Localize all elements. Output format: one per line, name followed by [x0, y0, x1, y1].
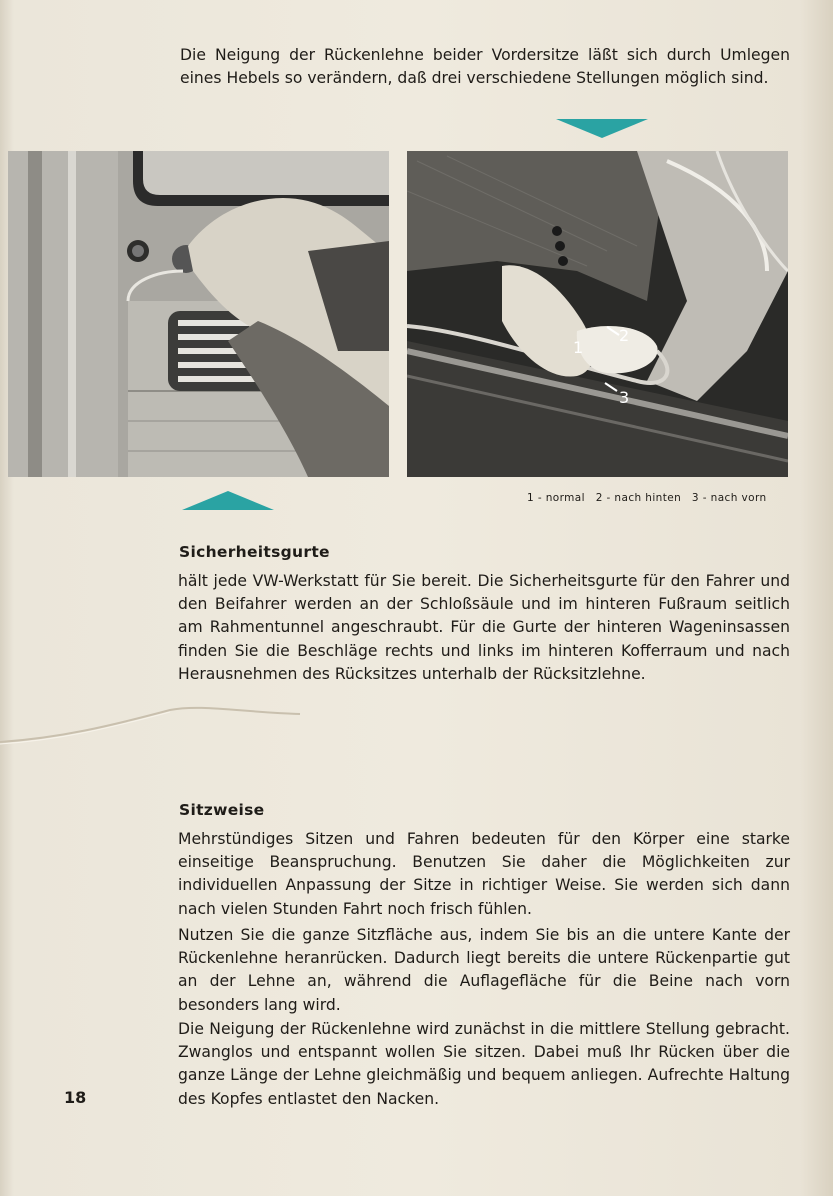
- caption-item-forward: 3 - nach vorn: [691, 492, 767, 504]
- teal-arrow-up-icon: [182, 491, 274, 510]
- page-number: 18: [64, 1088, 87, 1107]
- paragraph-seating-3: Die Neigung der Rückenlehne wird zunächst in die mittlere Stellung gebracht. Zwanglos und entspannt wollen Sie sitzen. Dabei muß Ihr Rücken über die ganze Länge der Lehne gleichmäßig und bequem anliegen. Aufrechte Haltung des Kopfes entlastet den Nacken.: [178, 1020, 790, 1108]
- caption-item-back: 2 - nach hinten: [595, 492, 682, 504]
- teal-arrow-down-icon: [556, 119, 648, 138]
- paragraph-seating-2: Nutzen Sie die ganze Sitzfläche aus, indem Sie bis an die untere Kante der Rückenlehne heranrücken. Dadurch liegt bereits die untere Rückenpartie gut an der Lehne an, während die Auflagefläche für die Beine nach vorn besonders lang wird.: [178, 926, 790, 1014]
- marker-2: 2: [619, 326, 630, 345]
- intro-text: Die Neigung der Rückenlehne beider Vordersitze läßt sich durch Umlegen eines Hebels so verändern, daß drei verschiedene Stellungen möglich sind.: [180, 46, 790, 87]
- paper-crease: [0, 690, 833, 770]
- paragraph-seating-1: Mehrstündiges Sitzen und Fahren bedeuten für den Körper eine starke einseitige Beanspruchung. Benutzen Sie daher die Möglichkeiten zur individuellen Anpassung der Sitze in richtiger Weise. Sie werden sich dann nach vielen Stunden Fahrt noch frisch fühlen.: [178, 830, 790, 918]
- section-heading-seating: Sitzweise: [179, 801, 265, 819]
- paragraph-safety-belts: hält jede VW-Werkstatt für Sie bereit. Die Sicherheitsgurte für den Fahrer und den Beifahrer werden an der Schloßsäule und im hinteren Fußraum seitlich am Rahmentunnel angeschraubt. Für die Gurte der hinteren Wageninsassen finden Sie die Beschläge rechts und links im hinteren Kofferraum und nach Herausnehmen des Rücksitzes unterhalb der Rücksitzlehne.: [178, 572, 790, 683]
- caption-item-normal: 1 - normal: [527, 492, 585, 504]
- photo-seat-lever: [407, 151, 788, 477]
- marker-1: 1: [573, 338, 584, 357]
- figure-caption: [527, 492, 789, 504]
- marker-3: 3: [619, 388, 630, 407]
- section-heading-safety-belts: Sicherheitsgurte: [179, 543, 330, 561]
- photo-door-lever: [8, 151, 389, 477]
